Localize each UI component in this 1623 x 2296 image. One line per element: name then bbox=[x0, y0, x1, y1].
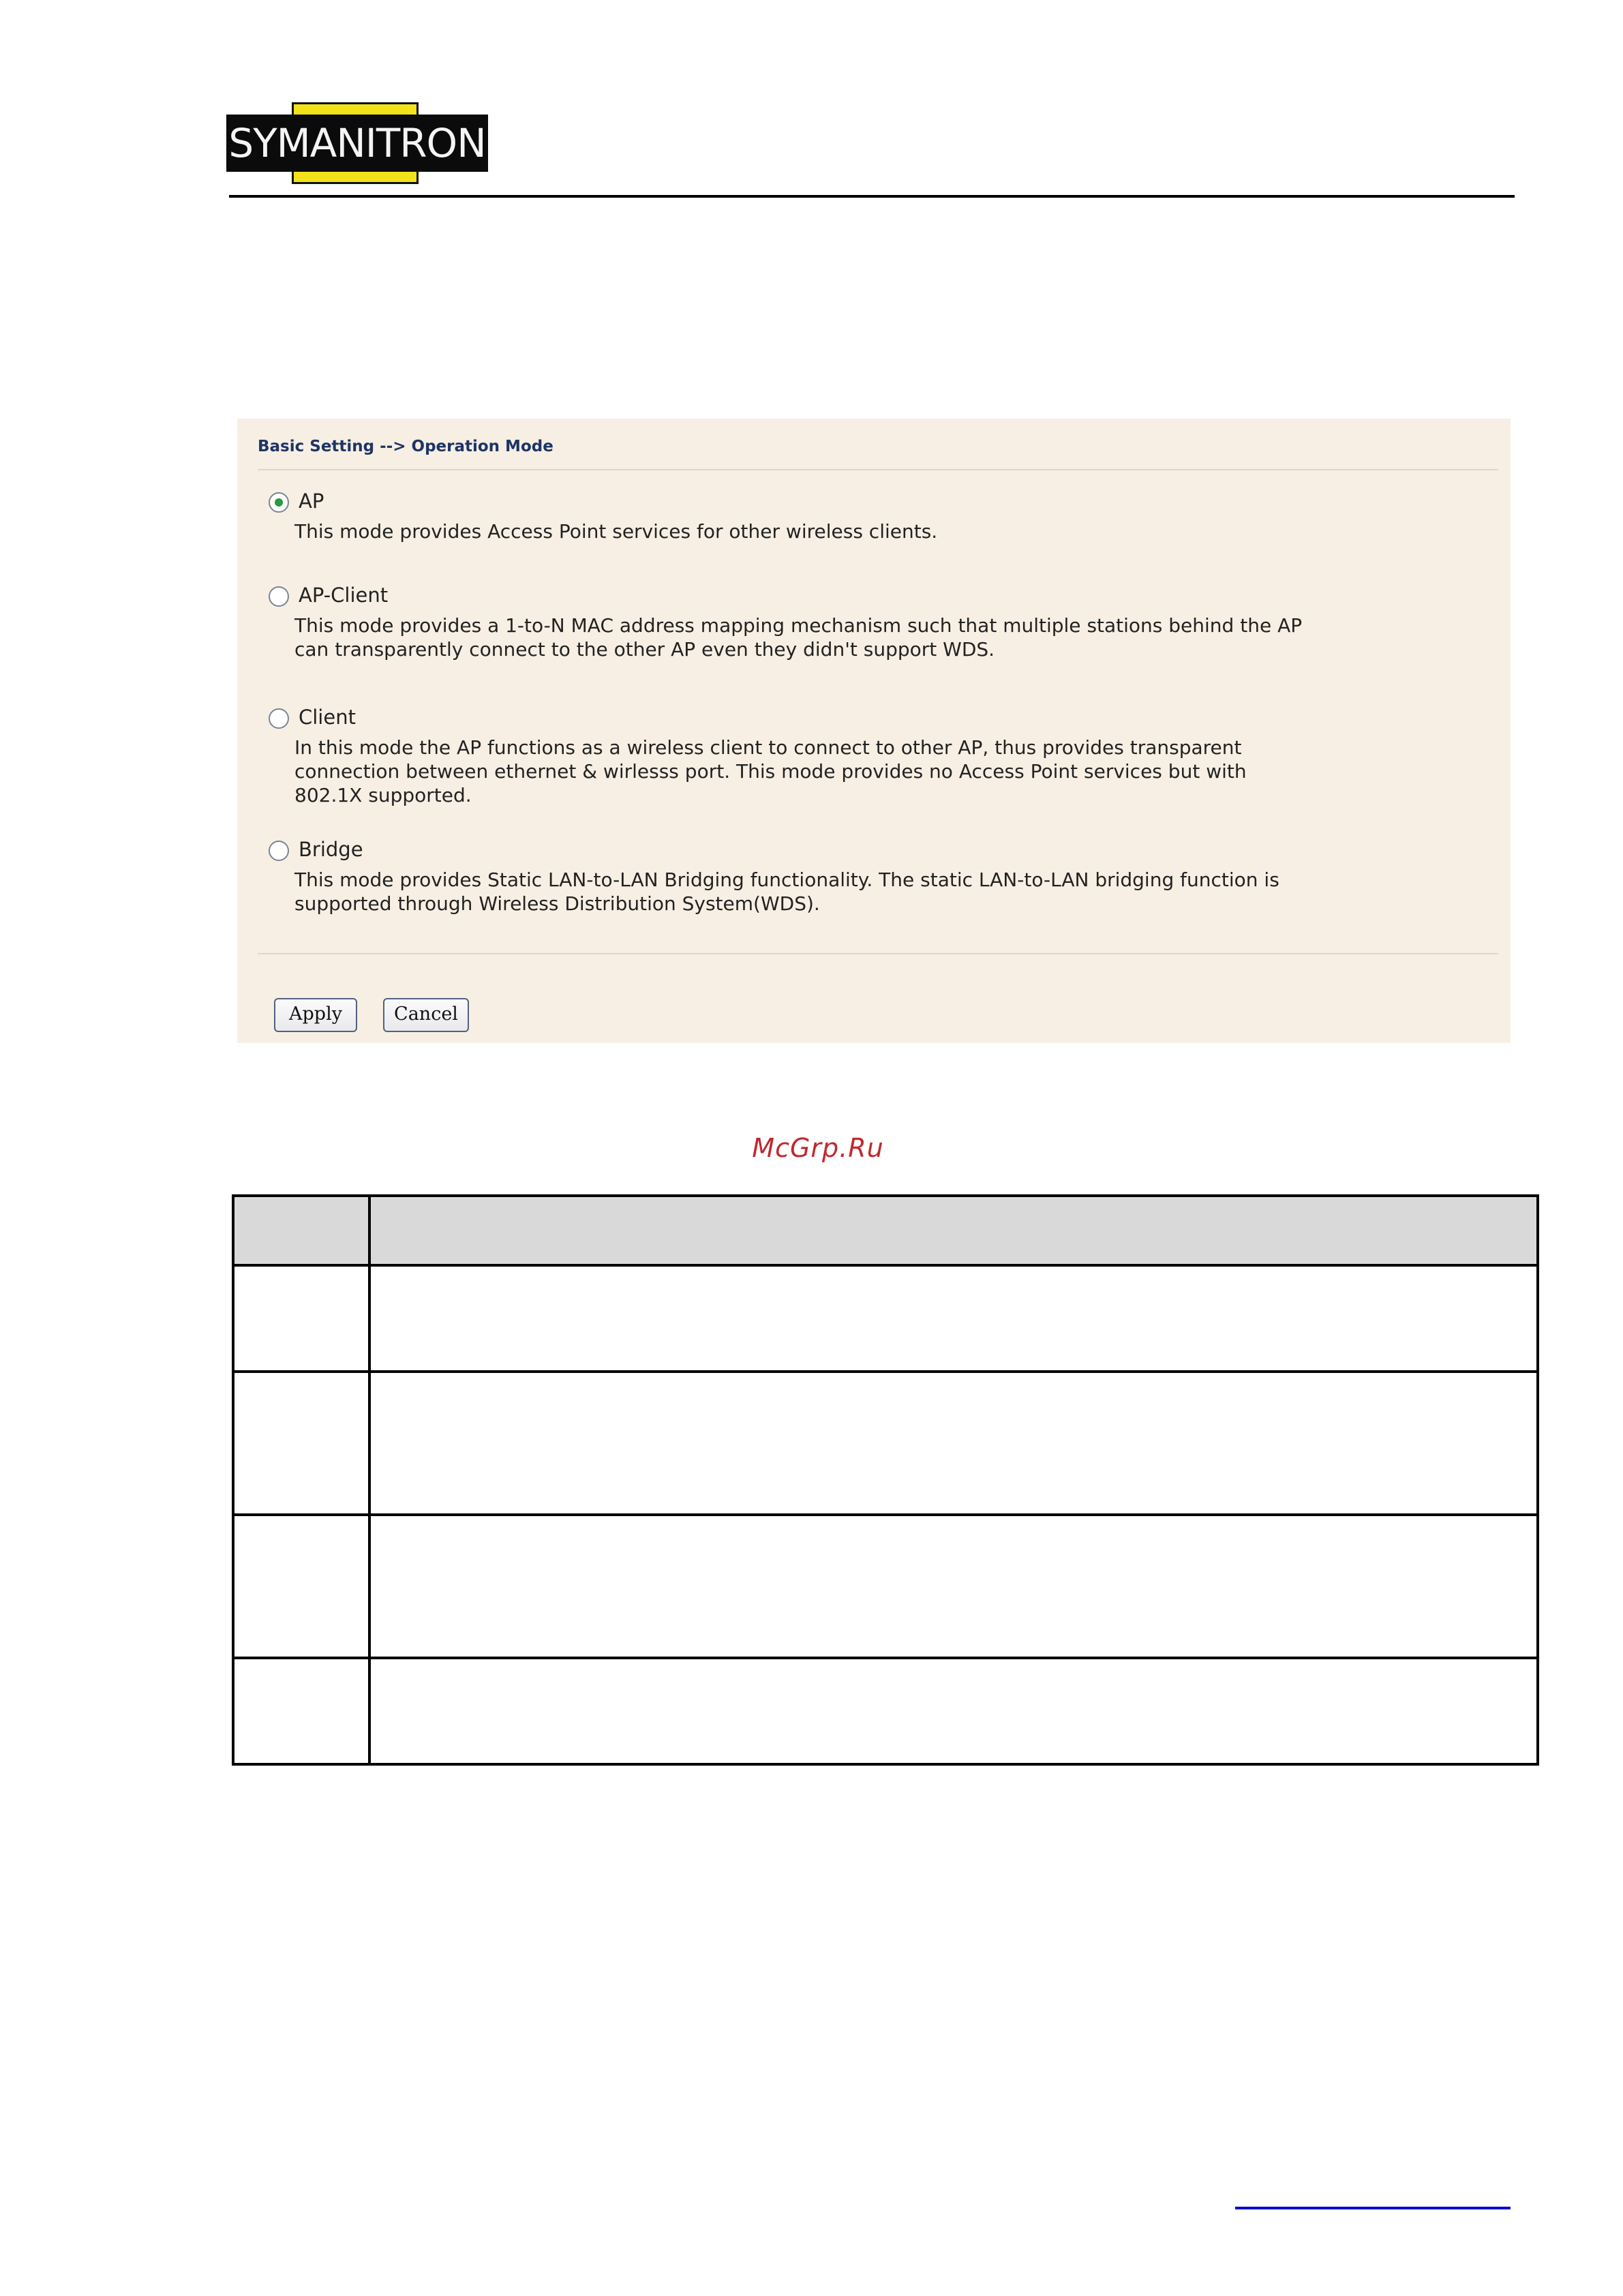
radio-client[interactable] bbox=[269, 708, 289, 729]
mode-ap-client-desc bbox=[294, 614, 1358, 661]
table-row bbox=[233, 1658, 1538, 1764]
table-cell bbox=[369, 1658, 1538, 1764]
table-cell bbox=[369, 1196, 1538, 1265]
table-cell bbox=[233, 1265, 369, 1372]
mode-bridge-desc bbox=[294, 868, 1358, 916]
cancel-button[interactable]: Cancel bbox=[383, 998, 469, 1032]
table-cell bbox=[369, 1515, 1538, 1658]
mode-ap-client-desc-line: This mode provides a 1-to-N MAC address mapping mechanism such that multiple stations behind the AP bbox=[294, 614, 1303, 637]
table-cell bbox=[233, 1658, 369, 1764]
mode-ap-desc-line: This mode provides Access Point services for other wireless clients. bbox=[294, 520, 938, 543]
table-cell bbox=[233, 1372, 369, 1515]
table-row bbox=[233, 1265, 1538, 1372]
panel-divider-bottom bbox=[258, 953, 1498, 954]
table-row bbox=[233, 1515, 1538, 1658]
panel-divider-top bbox=[258, 469, 1498, 470]
mode-ap-client-label: AP-Client bbox=[299, 584, 389, 607]
watermark: McGrp.Ru bbox=[752, 1133, 884, 1163]
mode-client-desc bbox=[294, 736, 1358, 807]
radio-ap[interactable] bbox=[269, 492, 289, 513]
mode-bridge-desc-line: This mode provides Static LAN-to-LAN Bridging functionality. The static LAN-to-LAN bridging function is bbox=[294, 868, 1279, 891]
table-cell bbox=[369, 1265, 1538, 1372]
header-rule bbox=[229, 195, 1515, 198]
table-row bbox=[233, 1372, 1538, 1515]
mode-bridge-label: Bridge bbox=[299, 838, 363, 861]
operation-mode-panel bbox=[237, 419, 1511, 1043]
apply-button[interactable]: Apply bbox=[274, 998, 357, 1032]
table-cell bbox=[369, 1372, 1538, 1515]
table-header-row bbox=[233, 1196, 1538, 1265]
mode-ap-client-desc-line: can transparently connect to the other AP even they didn't support WDS. bbox=[294, 638, 995, 661]
breadcrumb: Basic Setting --> Operation Mode bbox=[258, 438, 553, 455]
table-cell bbox=[233, 1196, 369, 1265]
mode-client-desc-line: connection between ethernet & wirlesss port. This mode provides no Access Point services but with bbox=[294, 760, 1247, 783]
radio-ap-client[interactable] bbox=[269, 586, 289, 607]
symanitron-logo bbox=[226, 102, 488, 184]
parameter-table bbox=[232, 1194, 1539, 1766]
mode-client-desc-line: 802.1X supported. bbox=[294, 784, 472, 806]
logo-wordmark: SYMANITRON bbox=[228, 120, 486, 166]
table-cell bbox=[233, 1515, 369, 1658]
mode-ap-label: AP bbox=[299, 489, 324, 513]
mode-client-label: Client bbox=[299, 706, 356, 729]
footer-link-underline[interactable] bbox=[1235, 2207, 1511, 2209]
radio-bridge[interactable] bbox=[269, 841, 289, 861]
mode-ap-desc bbox=[294, 519, 1358, 543]
mode-bridge-desc-line: supported through Wireless Distribution System(WDS). bbox=[294, 892, 820, 915]
mode-client-desc-line: In this mode the AP functions as a wireless client to connect to other AP, thus provides transparent bbox=[294, 736, 1242, 759]
